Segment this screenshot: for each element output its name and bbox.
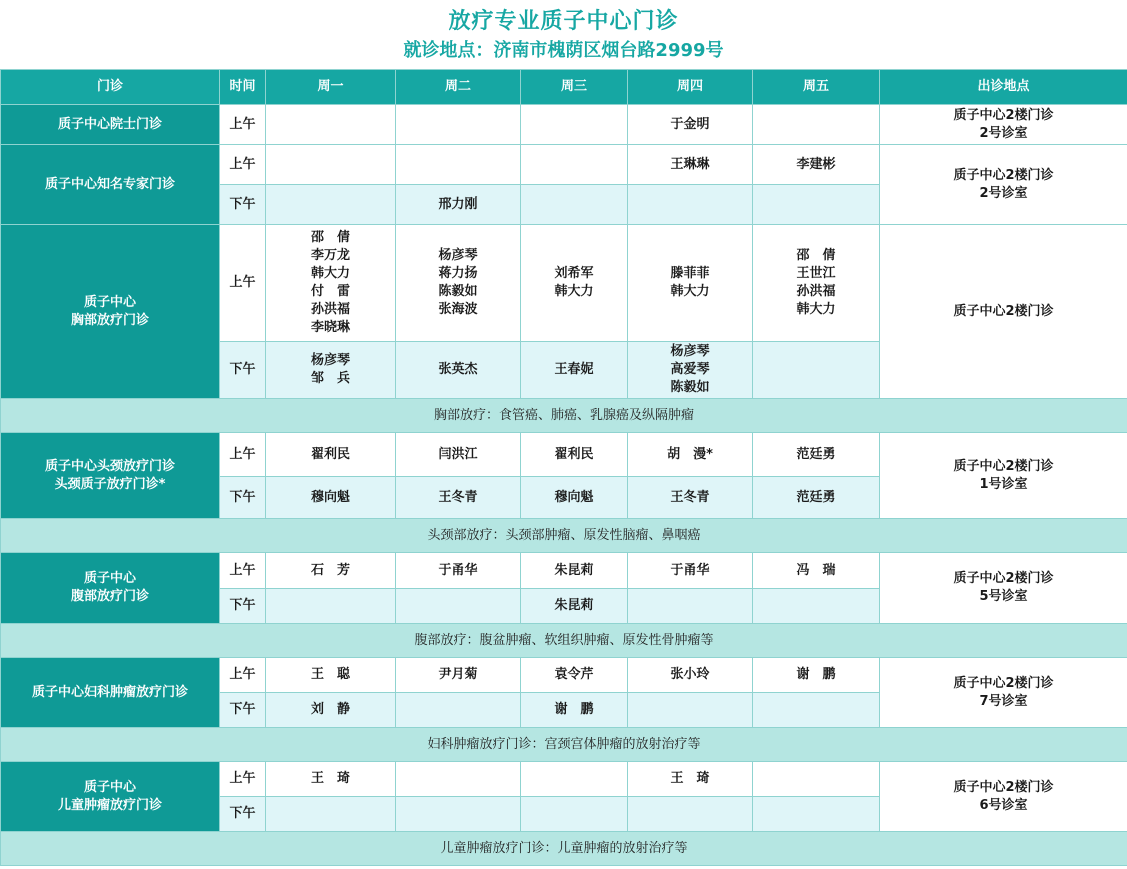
- time-slot: 下午: [220, 342, 266, 399]
- category-note: 胸部放疗：食管癌、肺癌、乳腺癌及纵隔肿瘤: [1, 399, 1127, 433]
- doctor-cell-thu: [628, 797, 753, 832]
- column-header: 周一: [266, 70, 396, 105]
- time-slot: 上午: [220, 105, 266, 145]
- doctor-cell-mon: [266, 145, 396, 185]
- doctor-cell-mon: 石 芳: [266, 553, 396, 589]
- clinic-name: 质子中心 儿童肿瘤放疗门诊: [1, 762, 220, 832]
- clinic-location: 质子中心2楼门诊 1号诊室: [880, 433, 1127, 519]
- category-note: 腹部放疗：腹盆肿瘤、软组织肿瘤、原发性骨肿瘤等: [1, 624, 1127, 658]
- time-slot: 下午: [220, 589, 266, 624]
- doctor-cell-wed: [521, 797, 628, 832]
- doctor-cell-wed: 王春妮: [521, 342, 628, 399]
- time-slot: 下午: [220, 185, 266, 225]
- category-note: 妇科肿瘤放疗门诊：宫颈宫体肿瘤的放射治疗等: [1, 728, 1127, 762]
- doctor-cell-thu: [628, 185, 753, 225]
- doctor-cell-tue: [396, 145, 521, 185]
- doctor-cell-fri: 邵 倩 王世江 孙洪福 韩大力: [753, 225, 880, 342]
- header-row: [1, 70, 1127, 105]
- doctor-cell-fri: [753, 105, 880, 145]
- category-note-row: [1, 399, 1127, 433]
- doctor-cell-tue: 于甬华: [396, 553, 521, 589]
- doctor-cell-mon: [266, 797, 396, 832]
- doctor-cell-thu: 滕菲菲 韩大力: [628, 225, 753, 342]
- doctor-cell-tue: [396, 105, 521, 145]
- doctor-cell-mon: 王 聪: [266, 658, 396, 693]
- doctor-cell-wed: [521, 185, 628, 225]
- category-note-row: [1, 832, 1127, 866]
- doctor-cell-mon: [266, 185, 396, 225]
- doctor-cell-wed: [521, 105, 628, 145]
- time-slot: 上午: [220, 553, 266, 589]
- doctor-cell-wed: 朱昆莉: [521, 553, 628, 589]
- doctor-cell-mon: [266, 589, 396, 624]
- doctor-cell-thu: 王琳琳: [628, 145, 753, 185]
- column-header: 周二: [396, 70, 521, 105]
- clinic-name: 质子中心 腹部放疗门诊: [1, 553, 220, 624]
- time-slot: 上午: [220, 225, 266, 342]
- schedule-table: [0, 69, 1127, 866]
- category-note-row: [1, 728, 1127, 762]
- time-slot: 下午: [220, 693, 266, 728]
- doctor-cell-tue: [396, 589, 521, 624]
- time-slot: 上午: [220, 145, 266, 185]
- doctor-cell-fri: 李建彬: [753, 145, 880, 185]
- doctor-cell-thu: 于金明: [628, 105, 753, 145]
- doctor-cell-tue: 杨彦琴 蒋力扬 陈毅如 张海波: [396, 225, 521, 342]
- doctor-cell-wed: 谢 鹏: [521, 693, 628, 728]
- doctor-cell-wed: 穆向魁: [521, 477, 628, 519]
- doctor-cell-fri: 范廷勇: [753, 433, 880, 477]
- doctor-cell-thu: 于甬华: [628, 553, 753, 589]
- doctor-cell-wed: 袁令芹: [521, 658, 628, 693]
- doctor-cell-thu: 胡 漫*: [628, 433, 753, 477]
- table-row: [1, 762, 1127, 797]
- doctor-cell-fri: [753, 589, 880, 624]
- column-header: 周三: [521, 70, 628, 105]
- column-header: 门诊: [1, 70, 220, 105]
- time-slot: 上午: [220, 658, 266, 693]
- doctor-cell-mon: 翟利民: [266, 433, 396, 477]
- doctor-cell-mon: 王 琦: [266, 762, 396, 797]
- doctor-cell-wed: 刘希军 韩大力: [521, 225, 628, 342]
- clinic-location: 质子中心2楼门诊: [880, 225, 1127, 399]
- time-slot: 下午: [220, 797, 266, 832]
- clinic-location: 质子中心2楼门诊 2号诊室: [880, 145, 1127, 225]
- category-note: 儿童肿瘤放疗门诊：儿童肿瘤的放射治疗等: [1, 832, 1127, 866]
- doctor-cell-mon: 刘 静: [266, 693, 396, 728]
- doctor-cell-wed: 翟利民: [521, 433, 628, 477]
- column-header: 周四: [628, 70, 753, 105]
- doctor-cell-thu: [628, 693, 753, 728]
- doctor-cell-mon: 杨彦琴 邹 兵: [266, 342, 396, 399]
- doctor-cell-tue: 王冬青: [396, 477, 521, 519]
- column-header: 时间: [220, 70, 266, 105]
- doctor-cell-mon: 邵 倩 李万龙 韩大力 付 雷 孙洪福 李晓琳: [266, 225, 396, 342]
- table-row: [1, 145, 1127, 185]
- clinic-name: 质子中心妇科肿瘤放疗门诊: [1, 658, 220, 728]
- clinic-location: 质子中心2楼门诊 6号诊室: [880, 762, 1127, 832]
- doctor-cell-tue: [396, 762, 521, 797]
- clinic-name: 质子中心 胸部放疗门诊: [1, 225, 220, 399]
- doctor-cell-tue: 尹月菊: [396, 658, 521, 693]
- time-slot: 上午: [220, 433, 266, 477]
- doctor-cell-tue: [396, 797, 521, 832]
- doctor-cell-fri: [753, 762, 880, 797]
- table-row: [1, 658, 1127, 693]
- table-row: [1, 553, 1127, 589]
- doctor-cell-tue: 张英杰: [396, 342, 521, 399]
- doctor-cell-mon: 穆向魁: [266, 477, 396, 519]
- doctor-cell-fri: [753, 342, 880, 399]
- page-header: [0, 0, 1127, 69]
- doctor-cell-thu: [628, 589, 753, 624]
- clinic-name: 质子中心院士门诊: [1, 105, 220, 145]
- doctor-cell-fri: [753, 797, 880, 832]
- clinic-location: 质子中心2楼门诊 2号诊室: [880, 105, 1127, 145]
- time-slot: 下午: [220, 477, 266, 519]
- table-row: [1, 105, 1127, 145]
- doctor-cell-fri: 谢 鹏: [753, 658, 880, 693]
- time-slot: 上午: [220, 762, 266, 797]
- page-title: 放疗专业质子中心门诊: [448, 9, 679, 34]
- clinic-location: 质子中心2楼门诊 7号诊室: [880, 658, 1127, 728]
- doctor-cell-fri: 冯 瑞: [753, 553, 880, 589]
- category-note: 头颈部放疗：头颈部肿瘤、原发性脑瘤、鼻咽癌: [1, 519, 1127, 553]
- doctor-cell-thu: 张小玲: [628, 658, 753, 693]
- page-subtitle: 就诊地点：济南市槐荫区烟台路2999号: [403, 40, 724, 61]
- doctor-cell-wed: 朱昆莉: [521, 589, 628, 624]
- doctor-cell-fri: [753, 693, 880, 728]
- doctor-cell-tue: [396, 693, 521, 728]
- doctor-cell-wed: [521, 145, 628, 185]
- doctor-cell-tue: 闫洪江: [396, 433, 521, 477]
- category-note-row: [1, 624, 1127, 658]
- table-row: [1, 433, 1127, 477]
- table-row: [1, 225, 1127, 342]
- doctor-cell-fri: 范廷勇: [753, 477, 880, 519]
- clinic-name: 质子中心头颈放疗门诊 头颈质子放疗门诊*: [1, 433, 220, 519]
- doctor-cell-fri: [753, 185, 880, 225]
- column-header: 出诊地点: [880, 70, 1127, 105]
- column-header: 周五: [753, 70, 880, 105]
- doctor-cell-wed: [521, 762, 628, 797]
- doctor-cell-thu: 王 琦: [628, 762, 753, 797]
- clinic-name: 质子中心知名专家门诊: [1, 145, 220, 225]
- schedule-body: [1, 105, 1127, 866]
- doctor-cell-thu: 杨彦琴 高爱琴 陈毅如: [628, 342, 753, 399]
- clinic-location: 质子中心2楼门诊 5号诊室: [880, 553, 1127, 624]
- doctor-cell-tue: 邢力刚: [396, 185, 521, 225]
- doctor-cell-mon: [266, 105, 396, 145]
- doctor-cell-thu: 王冬青: [628, 477, 753, 519]
- category-note-row: [1, 519, 1127, 553]
